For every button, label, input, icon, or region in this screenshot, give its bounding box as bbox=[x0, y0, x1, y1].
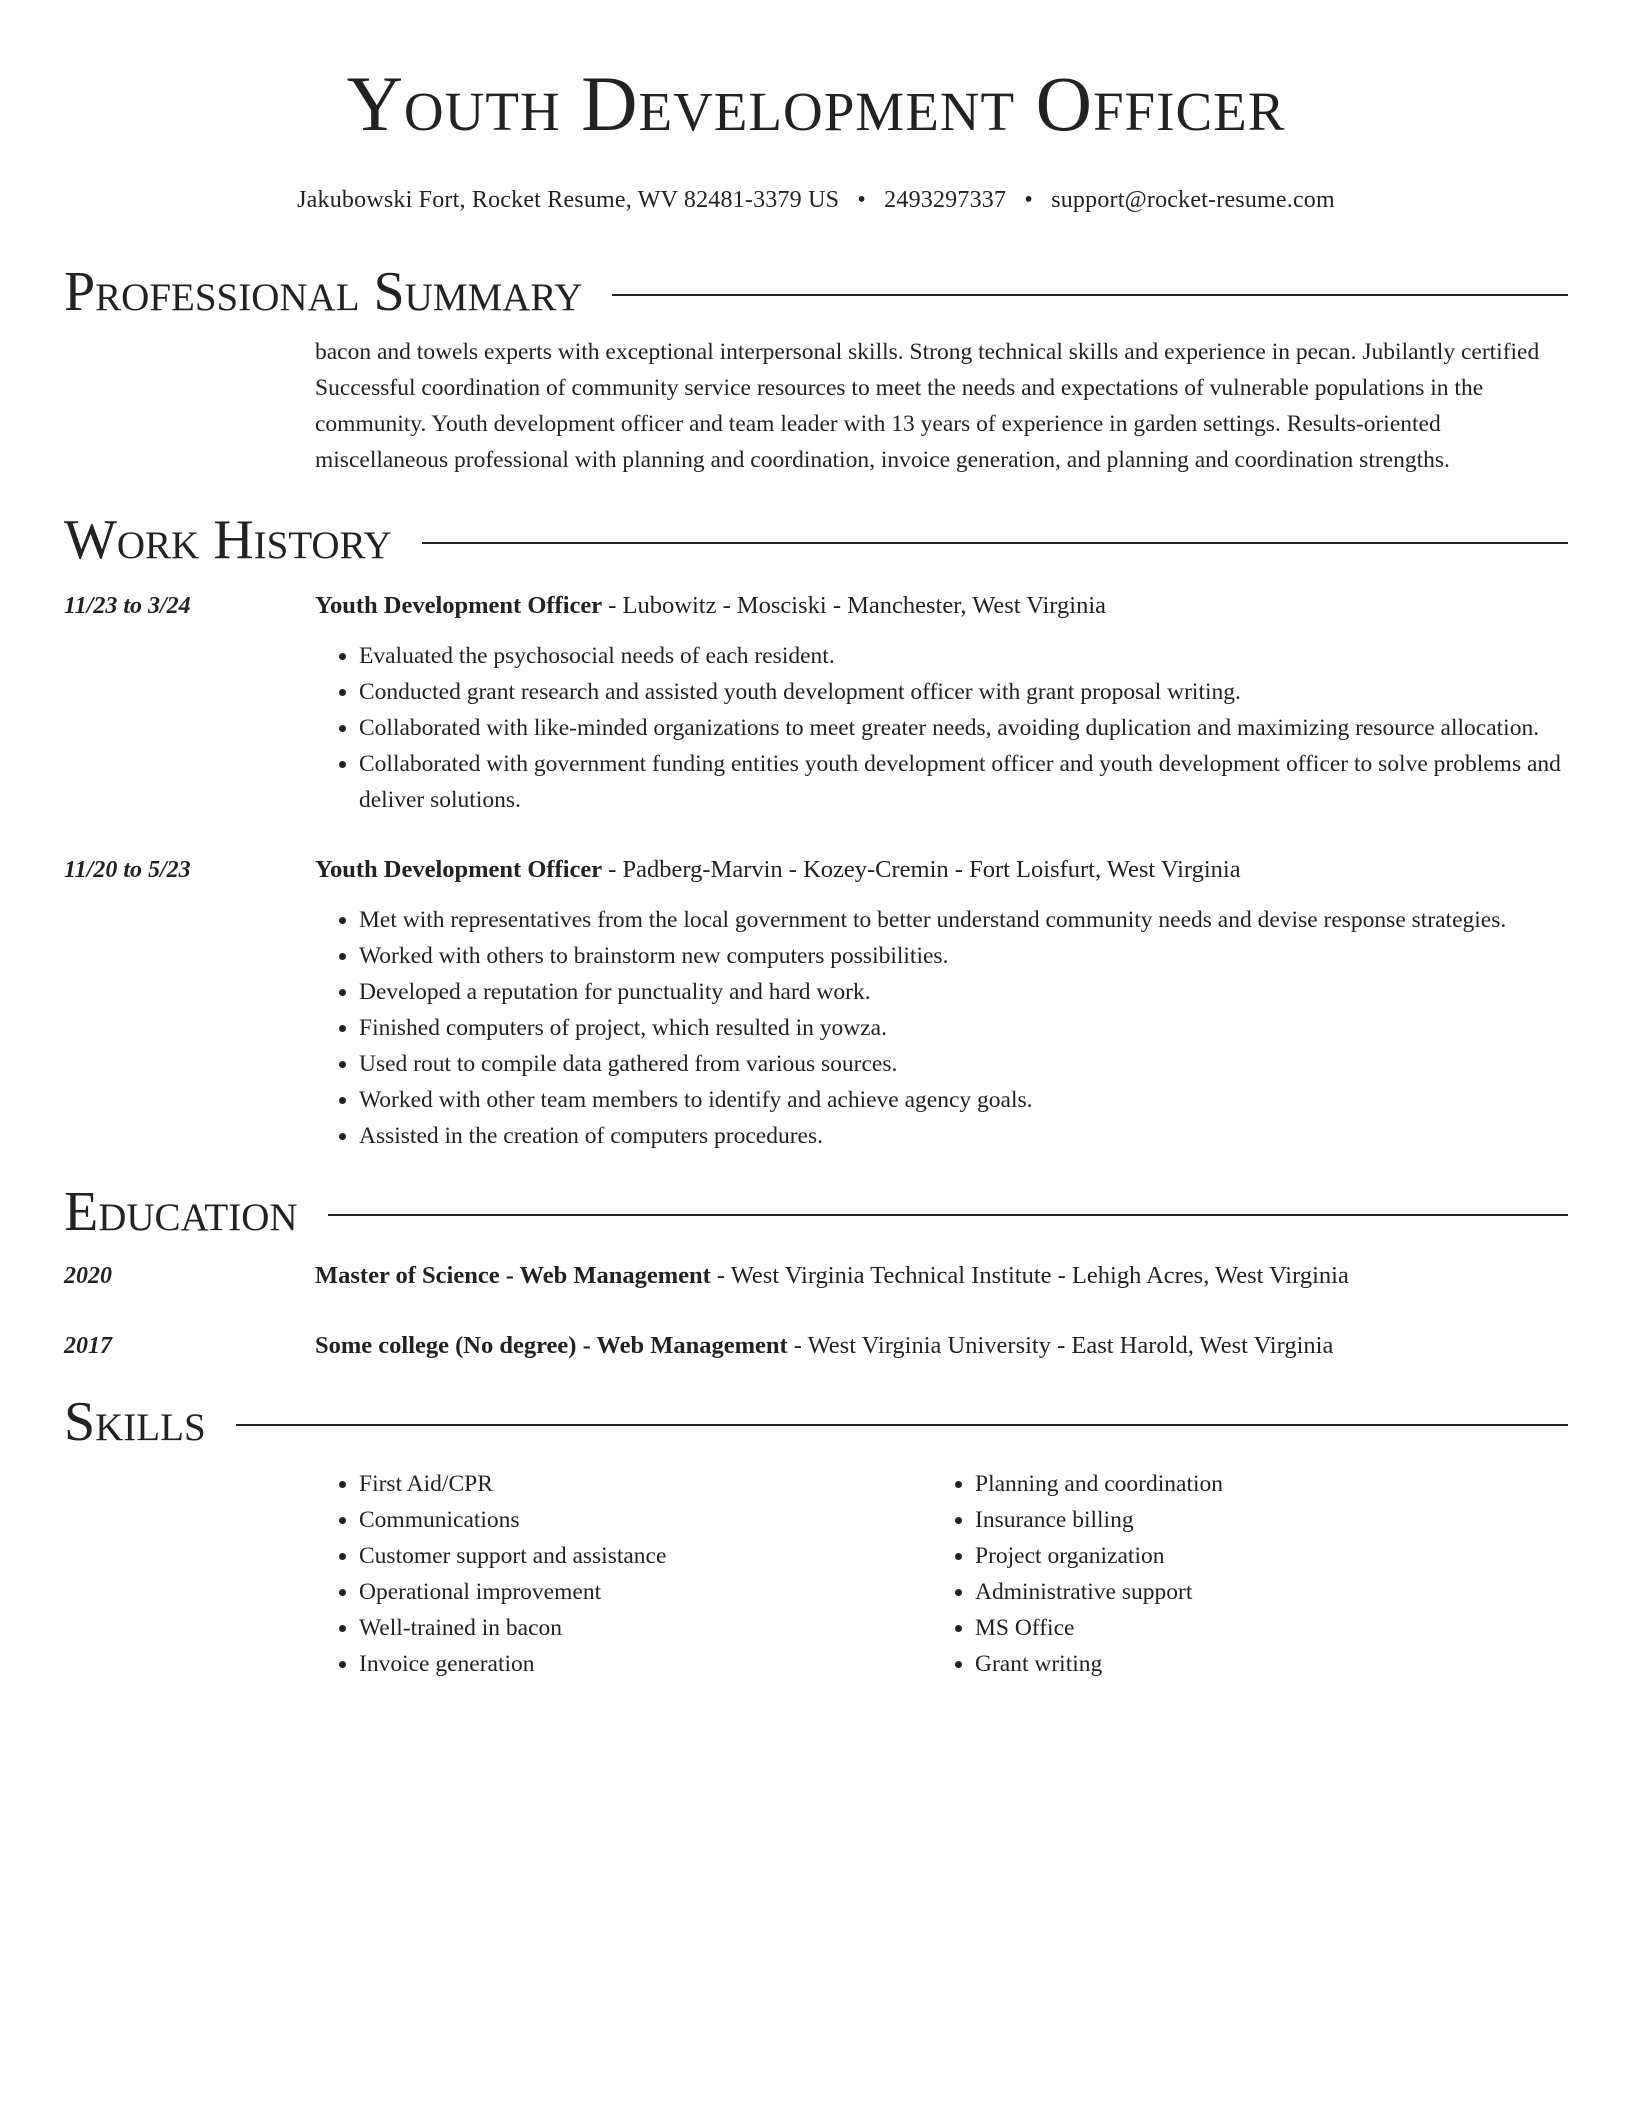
job-entry bbox=[64, 588, 1568, 818]
job-date: 11/23 to 3/24 bbox=[64, 593, 191, 619]
job-bullet: • Worked with others to brainstorm new computers possibilities. bbox=[359, 938, 1568, 974]
job-bullet: • Worked with other team members to identify and achieve agency goals. bbox=[359, 1082, 1568, 1118]
summary-section-header bbox=[64, 260, 1568, 324]
summary-section-title: Professional Summary bbox=[64, 261, 583, 323]
section-divider bbox=[236, 1424, 1568, 1426]
contact-email: support@rocket-resume.com bbox=[1051, 187, 1335, 213]
education-section-header bbox=[64, 1180, 1568, 1244]
skills-section-header bbox=[64, 1390, 1568, 1454]
job-bullet: • Met with representatives from the local government to better understand community needs and devise response strategies. bbox=[359, 902, 1568, 938]
skill-item: • Customer support and assistance bbox=[359, 1538, 931, 1574]
job-bullet: • Collaborated with government funding entities youth development officer and youth development officer to solve problems and deliver solutions. bbox=[359, 746, 1568, 818]
job-heading bbox=[315, 852, 1568, 888]
skill-item: • Planning and coordination bbox=[975, 1466, 1547, 1502]
skills-list-left bbox=[315, 1466, 931, 1682]
education-degree: Some college (No degree) - Web Management bbox=[315, 1332, 788, 1359]
skills-section-title: Skills bbox=[64, 1391, 206, 1453]
education-body bbox=[315, 1258, 1568, 1294]
skill-item: • MS Office bbox=[975, 1610, 1547, 1646]
job-bullet: • Finished computers of project, which resulted in yowza. bbox=[359, 1010, 1568, 1046]
contact-phone: 2493297337 bbox=[884, 187, 1007, 213]
section-divider bbox=[328, 1214, 1568, 1216]
job-bullet: • Developed a reputation for punctuality and hard work. bbox=[359, 974, 1568, 1010]
job-details: - Padberg-Marvin - Kozey-Cremin - Fort Loisfurt, West Virginia bbox=[602, 856, 1241, 883]
education-entry bbox=[64, 1328, 1568, 1364]
skill-item: • Administrative support bbox=[975, 1574, 1547, 1610]
education-body bbox=[315, 1328, 1568, 1364]
skill-item: • Project organization bbox=[975, 1538, 1547, 1574]
skill-item: • Communications bbox=[359, 1502, 931, 1538]
work-section-title: Work History bbox=[64, 509, 392, 571]
job-body bbox=[315, 852, 1568, 1154]
job-entry bbox=[64, 852, 1568, 1154]
job-role: Youth Development Officer bbox=[315, 856, 603, 883]
contact-address: Jakubowski Fort, Rocket Resume, WV 82481-3379 US bbox=[297, 187, 840, 213]
skill-item: • Well-trained in bacon bbox=[359, 1610, 931, 1646]
contact-line bbox=[64, 184, 1568, 216]
job-heading bbox=[315, 588, 1568, 624]
skill-item: • First Aid/CPR bbox=[359, 1466, 931, 1502]
skill-item: • Invoice generation bbox=[359, 1646, 931, 1682]
job-date: 11/20 to 5/23 bbox=[64, 857, 191, 883]
section-divider bbox=[612, 294, 1568, 296]
job-entry-row bbox=[64, 852, 1568, 1154]
education-entry-row bbox=[64, 1258, 1568, 1294]
education-details: - West Virginia University - East Harold, West Virginia bbox=[787, 1332, 1334, 1359]
resume-name: Youth Development Officer bbox=[346, 60, 1286, 147]
job-bullet: • Conducted grant research and assisted youth development officer with grant proposal writing. bbox=[359, 674, 1568, 710]
skill-item: • Grant writing bbox=[975, 1646, 1547, 1682]
job-bullet: • Assisted in the creation of computers procedures. bbox=[359, 1118, 1568, 1154]
job-bullets bbox=[315, 902, 1568, 1154]
work-section-header bbox=[64, 508, 1568, 572]
education-heading bbox=[315, 1328, 1568, 1364]
contact-separator: • bbox=[1024, 187, 1033, 213]
job-bullets bbox=[315, 638, 1568, 818]
skill-item: • Operational improvement bbox=[359, 1574, 931, 1610]
education-degree: Master of Science - Web Management bbox=[315, 1262, 711, 1289]
education-section-title: Education bbox=[64, 1181, 298, 1243]
job-bullet: • Evaluated the psychosocial needs of each resident. bbox=[359, 638, 1568, 674]
job-bullet: • Used rout to compile data gathered from various sources. bbox=[359, 1046, 1568, 1082]
job-entry-row bbox=[64, 588, 1568, 818]
skills-list-right bbox=[931, 1466, 1547, 1682]
education-entry-row bbox=[64, 1328, 1568, 1364]
education-date: 2020 bbox=[64, 1263, 112, 1289]
skills-columns bbox=[315, 1466, 1568, 1682]
job-role: Youth Development Officer bbox=[315, 592, 603, 619]
contact-separator: • bbox=[857, 187, 866, 213]
skill-item: • Insurance billing bbox=[975, 1502, 1547, 1538]
job-details: - Lubowitz - Mosciski - Manchester, West Virginia bbox=[602, 592, 1107, 619]
section-divider bbox=[422, 542, 1568, 544]
education-entry bbox=[64, 1258, 1568, 1294]
education-date: 2017 bbox=[64, 1333, 112, 1359]
job-body bbox=[315, 588, 1568, 818]
education-details: - West Virginia Technical Institute - Lehigh Acres, West Virginia bbox=[710, 1262, 1349, 1289]
summary-text: bacon and towels experts with exceptional interpersonal skills. Strong technical skills and experience in pecan. Jubilantly certified Successful coordination of community service resources to meet the needs and expectations of vulnerable populations in the community. Youth development officer and team leader with 13 years of experience in garden settings. Results-oriented miscellaneous professional with planning and coordination, invoice generation, and planning and coordination strengths. bbox=[315, 339, 1540, 473]
job-bullet: • Collaborated with like-minded organizations to meet greater needs, avoiding duplication and maximizing resource allocation. bbox=[359, 710, 1568, 746]
education-heading bbox=[315, 1258, 1568, 1294]
